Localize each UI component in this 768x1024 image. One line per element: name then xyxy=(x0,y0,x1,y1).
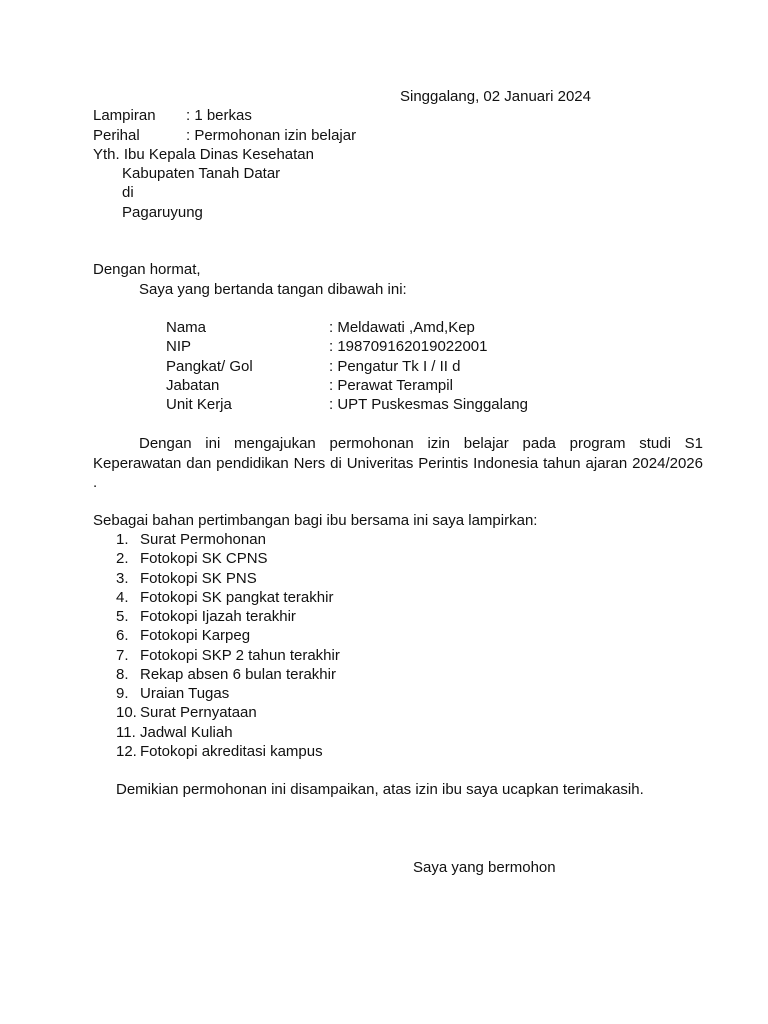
list-item: Fotokopi Karpeg xyxy=(140,627,251,644)
identity-value-nip: : 198709162019022001 xyxy=(329,338,488,355)
list-item: Fotokopi SK pangkat terakhir xyxy=(140,589,334,606)
list-number: 1. xyxy=(116,531,129,548)
signoff: Saya yang bermohon xyxy=(413,859,556,876)
list-number: 2. xyxy=(116,550,129,567)
list-number: 6. xyxy=(116,627,129,644)
identity-label-pangkat: Pangkat/ Gol xyxy=(166,358,253,375)
identity-value-pangkat: : Pengatur Tk I / II d xyxy=(329,358,461,375)
list-number: 7. xyxy=(116,647,129,664)
list-item: Surat Pernyataan xyxy=(140,704,257,721)
list-item: Uraian Tugas xyxy=(140,685,230,702)
list-number: 10. xyxy=(116,704,137,721)
lampiran-value: : 1 berkas xyxy=(186,107,252,124)
recipient-line: Pagaruyung xyxy=(122,204,203,221)
list-item: Jadwal Kuliah xyxy=(140,724,233,741)
recipient-line: di xyxy=(122,184,134,201)
list-number: 11. xyxy=(116,724,136,741)
identity-value-unit-kerja: : UPT Puskesmas Singgalang xyxy=(329,396,528,413)
identity-label-nip: NIP xyxy=(166,338,192,355)
intro-text: Saya yang bertanda tangan dibawah ini: xyxy=(139,281,407,298)
list-number: 9. xyxy=(116,685,129,702)
salutation: Dengan hormat, xyxy=(93,261,201,278)
lampiran-label: Lampiran xyxy=(93,107,156,124)
request-paragraph: Dengan ini mengajukan permohonan izin belajar pada program studi S1 Keperawatan dan pendidikan Ners di Univeritas Perintis Indonesia tahun ajaran 2024/2026 . xyxy=(93,435,703,491)
identity-value-nama: : Meldawati ,Amd,Kep xyxy=(329,319,475,336)
identity-label-jabatan: Jabatan xyxy=(166,377,220,394)
identity-label-nama: Nama xyxy=(166,319,207,336)
place-date: Singgalang, 02 Januari 2024 xyxy=(400,88,591,105)
list-number: 4. xyxy=(116,589,129,606)
attachments-intro: Sebagai bahan pertimbangan bagi ibu bersama ini saya lampirkan: xyxy=(93,512,538,529)
list-item: Fotokopi SKP 2 tahun terakhir xyxy=(140,647,340,664)
list-item: Fotokopi akreditasi kampus xyxy=(140,743,323,760)
list-item: Fotokopi Ijazah terakhir xyxy=(140,608,296,625)
perihal-label: Perihal xyxy=(93,127,140,144)
list-item: Surat Permohonan xyxy=(140,531,266,548)
list-number: 5. xyxy=(116,608,129,625)
recipient-line: Yth. Ibu Kepala Dinas Kesehatan xyxy=(93,146,314,163)
list-number: 3. xyxy=(116,570,129,587)
perihal-value: : Permohonan izin belajar xyxy=(186,127,357,144)
list-item: Rekap absen 6 bulan terakhir xyxy=(140,666,336,683)
list-number: 8. xyxy=(116,666,129,683)
closing-text: Demikian permohonan ini disampaikan, atas izin ibu saya ucapkan terimakasih. xyxy=(116,781,644,798)
list-item: Fotokopi SK CPNS xyxy=(140,550,268,567)
identity-label-unit-kerja: Unit Kerja xyxy=(166,396,232,413)
identity-value-jabatan: : Perawat Terampil xyxy=(329,377,453,394)
list-item: Fotokopi SK PNS xyxy=(140,570,257,587)
recipient-line: Kabupaten Tanah Datar xyxy=(122,165,281,182)
list-number: 12. xyxy=(116,743,137,760)
